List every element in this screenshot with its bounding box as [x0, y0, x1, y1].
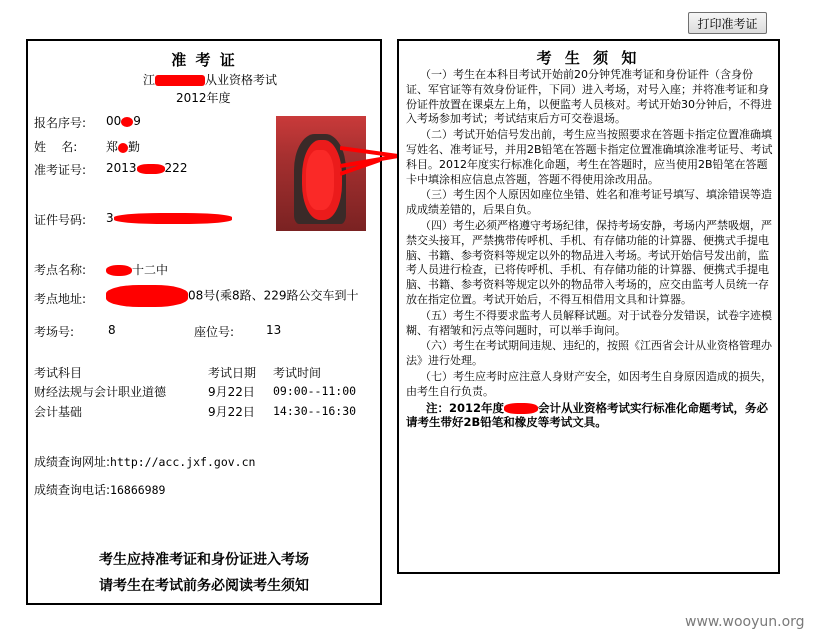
name-label: 姓 名:: [34, 140, 78, 154]
exam-table-header-date: 考试日期: [208, 366, 257, 380]
exam-row-subject: 财经法规与会计职业道德: [34, 385, 167, 399]
exam-row-subject: 会计基础: [34, 405, 83, 419]
exam-table-header-subject: 考试科目: [34, 366, 83, 380]
redaction-mark: [302, 140, 342, 220]
notice-body: [406, 68, 773, 431]
reg-no-label: 报名序号:: [34, 116, 87, 130]
redaction-mark: [118, 143, 128, 153]
footer-line-2: 请考生在考试前务必阅读考生须知: [99, 578, 309, 594]
note-prefix: 注：2012年度: [426, 400, 505, 415]
room-label: 考场号:: [34, 325, 75, 339]
notice-item: （一）考生在本科目考试开始前20分钟凭准考证和身份证件（含身份证、军官证等有效身份证件，下同）进入考场，对号入座；并将准考证和身份证件放置在课桌左上角，以便监考人员核对。考试开始30分钟后，不得进入考场参加考试；考试结束后方可交卷退场。: [406, 68, 772, 126]
ticket-no-prefix: 2013: [106, 161, 137, 175]
id-label: 证件号码:: [34, 213, 87, 227]
redaction-mark: [114, 213, 232, 224]
redaction-mark: [504, 403, 538, 414]
subtitle-prefix: 江: [143, 73, 156, 87]
notice-item: （四）考生必须严格遵守考场纪律，保持考场安静，考场内严禁吸烟，严禁交头接耳，严禁携带传呼机、手机、有存储功能的计算器、便携式手提电脑、书籍、参考资料等规定以外的物品进入考场。考试开始信号发出前，监考人员进行检查，已将传呼机、手机、有存储功能的计算器、便携式手提电脑、书籍、参考资料等规定以外的物品带入考场的，应交由监考人员统一存放在指定位置。考试开始后，不得互相借用文具和计算器。: [406, 218, 772, 306]
query-phone-label: 成绩查询电话:: [34, 483, 111, 497]
query-url-value: http://acc.jxf.gov.cn: [110, 455, 256, 469]
exam-row-date: 9月22日: [208, 405, 255, 419]
room-value: 8: [108, 323, 116, 337]
footer-line-1: 考生应持准考证和身份证进入考场: [99, 552, 309, 568]
query-phone-value: 16866989: [110, 483, 166, 497]
site-name-label: 考点名称:: [34, 263, 87, 277]
ticket-title: 准 考 证: [171, 51, 237, 69]
address-label: 考点地址:: [34, 292, 87, 306]
name-value: [106, 138, 140, 155]
query-url-line: [34, 453, 255, 470]
redaction-mark: [106, 265, 132, 276]
name-suffix: 勤: [128, 140, 141, 154]
candidate-notice-panel: [397, 39, 780, 574]
notice-title: 考 生 须 知: [536, 49, 641, 67]
admission-ticket-panel: [26, 39, 382, 605]
ticket-subtitle: [143, 71, 277, 88]
notice-item: （六）考生在考试期间违规、违纪的，按照《江西省会计从业资格管理办法》进行处理。: [406, 339, 772, 368]
reg-no-suffix: 9: [133, 114, 141, 128]
notice-item: （三）考生因个人原因如座位坐错、姓名和准考证号填写、填涂错误等造成成绩差错的，后果自负。: [406, 188, 772, 217]
redaction-mark: [137, 164, 165, 174]
ticket-no-value: [106, 161, 187, 175]
name-prefix: 郑: [106, 140, 119, 154]
seat-label: 座位号:: [194, 325, 235, 339]
id-prefix: 3: [106, 211, 114, 225]
ticket-no-label: 准考证号:: [34, 163, 87, 177]
notice-item: （二）考试开始信号发出前，考生应当按照要求在答题卡指定位置准确填写姓名、准考证号，并用2B铅笔在答题卡指定位置准确填涂准考证号、考试科目。2012年度实行标准化命题，考生在答题时，应当使用2B铅笔在答题卡中填涂相应信息点答题，答题不得使用涂改用品。: [406, 128, 773, 186]
reg-no-value: [106, 114, 141, 128]
notice-item: （五）考生不得要求监考人员解释试题。对于试卷分发错误，试卷字迹模糊、有褶皱和污点等问题时，可以举手询问。: [406, 308, 772, 337]
notice-item: （七）考生应考时应注意人身财产安全，如因考生自身原因造成的损失，由考生自行负责。: [406, 369, 772, 398]
address-value: [106, 285, 359, 307]
exam-row-date: 9月22日: [208, 385, 255, 399]
subtitle-suffix: 从业资格考试: [205, 73, 278, 87]
print-admission-button[interactable]: 打印准考证: [688, 12, 767, 34]
exam-row-time: 09:00--11:00: [273, 384, 357, 398]
ticket-no-suffix: 222: [164, 161, 188, 175]
redaction-stroke: [340, 140, 402, 178]
seat-value: 13: [266, 323, 282, 337]
query-url-label: 成绩查询网址:: [34, 455, 111, 469]
redaction-mark: [106, 285, 188, 307]
site-name-value: [106, 261, 168, 278]
exam-row-time: 14:30--16:30: [273, 404, 357, 418]
redaction-mark: [155, 75, 205, 86]
exam-table-header-time: 考试时间: [273, 366, 322, 380]
site-name-suffix: 十二中: [132, 263, 169, 277]
id-value: [106, 211, 232, 225]
watermark: www.wooyun.org: [685, 614, 805, 630]
note-suffix: 会计从业资格考试实行标准化命题考试，务必请考生带好2B铅笔和橡皮等考试文具。: [406, 400, 769, 430]
notice-note: [406, 401, 773, 431]
redaction-mark: [121, 117, 133, 127]
reg-no-prefix: 00: [106, 114, 122, 128]
query-phone-line: [34, 481, 165, 498]
ticket-year: 2012年度: [176, 91, 231, 105]
address-suffix: 08号(乘8路、229路公交车到十: [188, 288, 359, 303]
